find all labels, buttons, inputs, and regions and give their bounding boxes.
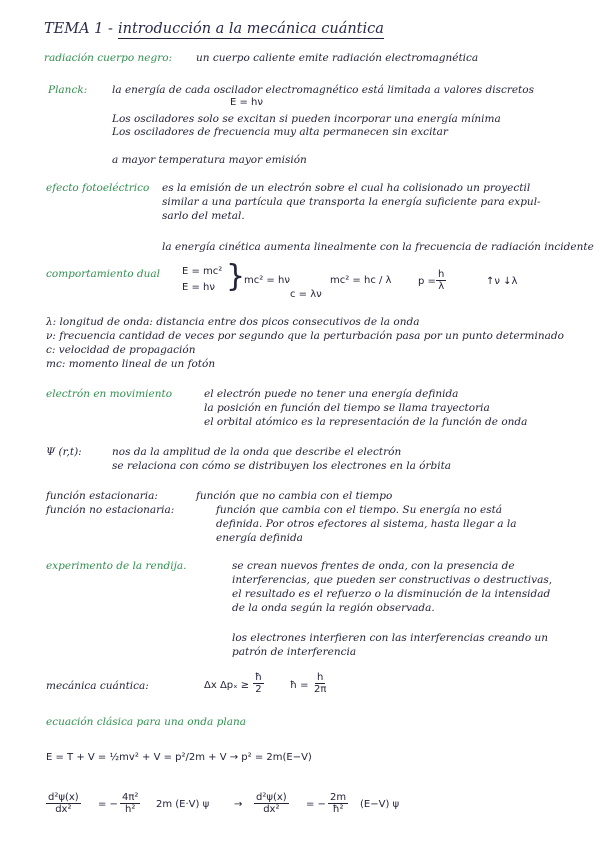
rendija-line3: el resultado es el refuerzo o la disminución de la intensidad (232, 588, 551, 600)
radiacion-label: radiación cuerpo negro: (44, 52, 173, 64)
d2-end: (E−V) ψ (360, 799, 400, 810)
def-frecuencia: ν: frecuencia cantidad de veces por segundo que la perturbación pasa por un punto determinado (46, 330, 564, 342)
funcion-no-estacionaria-line3: energía definida (216, 532, 303, 544)
rendija-line1: se crean nuevos frentes de onda, con la presencia de (232, 560, 515, 572)
planck-formula: E = hν (230, 97, 263, 108)
def-velocidad: c: velocidad de propagación (46, 344, 196, 356)
rendija-line4: de la onda según la región observada. (232, 602, 435, 614)
dual-eq-combined: mc² = hν (244, 275, 290, 286)
dual-eq-hv: E = hν (182, 282, 215, 293)
electron-line2: la posición en función del tiempo se llama trayectoria (204, 402, 490, 414)
dual-eq-hc: mc² = hc / λ (330, 275, 392, 286)
electron-line3: el orbital atómico es la representación de la función de onda (204, 416, 528, 428)
funcion-no-estacionaria-line2: definida. Por otros efectores al sistema, hasta llegar a la (216, 518, 517, 530)
cuantica-eq-den: 2 (255, 684, 262, 695)
dual-label: comportamiento dual (46, 268, 160, 280)
hbar-num: h (317, 672, 324, 683)
planck-line4: a mayor temperatura mayor emisión (112, 154, 307, 166)
planck-line3: Los osciladores de frecuencia muy alta permanecen sin excitar (112, 126, 448, 138)
d2-frac2 (328, 792, 348, 815)
planck-label: Planck: (48, 84, 88, 96)
fotoelectrico-line4: la energía cinética aumenta linealmente con la frecuencia de radiación incidente (162, 241, 594, 253)
cuantica-eq-num: ħ (255, 672, 262, 683)
ecuacion-label: ecuación clásica para una onda plana (46, 716, 246, 728)
cuantica-eq-fraction (253, 672, 264, 695)
fotoelectrico-line1: es la emisión de un electrón sobre el cual ha colisionado un proyectil (162, 182, 531, 194)
d2-eq2: = − (306, 799, 326, 810)
d2-rhs-fraction (254, 792, 289, 815)
dual-p-num: h (438, 269, 445, 280)
funcion-no-estacionaria-line1: función que cambia con el tiempo. Su energía no está (216, 504, 503, 516)
hbar-den: 2π (314, 684, 327, 695)
dual-arrows: ↑ν ↓λ (486, 276, 518, 287)
planck-line2: Los osciladores solo se excitan si pueden incorporar una energía mínima (112, 113, 501, 125)
brace-symbol: } (226, 259, 246, 294)
dual-eq-c: c = λν (290, 289, 322, 300)
d2-frac-den: h² (125, 804, 136, 815)
d2-rhs-den: dx² (263, 804, 280, 815)
psi-line2: se relaciona con cómo se distribuyen los electrones en la órbita (112, 460, 452, 472)
dual-eq-mc2: E = mc² (182, 266, 223, 277)
d2-arrow: → (234, 799, 243, 810)
rendija-line6: patrón de interferencia (232, 646, 357, 658)
d2-frac-num: 4π² (122, 792, 139, 803)
d2-rhs-num: d²ψ(x) (256, 792, 287, 803)
tema-label: TEMA 1 - (44, 21, 113, 37)
rendija-line5: los electrones interfieren con las interferencias creando un (232, 632, 549, 644)
funcion-estacionaria-label: función estacionaria: (46, 490, 158, 502)
planck-line1: la energía de cada oscilador electromagnético está limitada a valores discretos (112, 84, 534, 96)
d2-frac2-num: 2m (330, 792, 347, 803)
electron-label: electrón en movimiento (46, 388, 173, 400)
cuantica-label: mecánica cuántica: (46, 680, 149, 692)
funcion-no-estacionaria-label: función no estacionaria: (46, 504, 175, 516)
cuantica-eq-lhs: Δx Δpₓ ≥ (204, 680, 250, 691)
d2-frac2-den: ħ² (332, 804, 344, 815)
dual-p-lhs: p = (418, 276, 436, 287)
psi-line1: nos da la amplitud de la onda que describe el electrón (112, 446, 402, 458)
rendija-label: experimento de la rendija. (46, 560, 187, 572)
page-title: introducción a la mecánica cuántica (118, 21, 384, 37)
electron-line1: el electrón puede no tener una energía definida (204, 388, 459, 400)
fotoelectrico-line3: sarlo del metal. (162, 210, 245, 222)
dual-p-den: λ (438, 281, 445, 292)
funcion-estacionaria-text: función que no cambia con el tiempo (196, 490, 393, 502)
rendija-line2: interferencias, que pueden ser constructivas o destructivas, (232, 574, 553, 586)
hbar-fraction (314, 672, 326, 695)
radiacion-text: un cuerpo caliente emite radiación electromagnética (196, 52, 479, 64)
hbar-lhs: ħ = (290, 680, 309, 691)
energy-equation: E = T + V = ½mv² + V = p²/2m + V → p² = 2m(E−V) (46, 752, 312, 763)
d2-mid: = − (98, 799, 118, 810)
fotoelectrico-line2: similar a una partícula que transporta la energía suficiente para expul- (162, 196, 541, 208)
d2-lhs-den: dx² (55, 804, 72, 815)
psi-label: Ψ (r,t): (46, 446, 82, 458)
d2-lhs-num: d²ψ(x) (48, 792, 79, 803)
fotoelectrico-label: efecto fotoeléctrico (46, 182, 150, 194)
def-momento: mc: momento lineal de un fotón (46, 358, 216, 370)
d2-frac (120, 792, 140, 815)
d2-rest: 2m (E·V) ψ (156, 799, 210, 810)
def-lambda: λ: longitud de onda: distancia entre dos picos consecutivos de la onda (46, 316, 420, 328)
d2-lhs-fraction (46, 792, 81, 815)
dual-p-fraction (436, 269, 446, 292)
